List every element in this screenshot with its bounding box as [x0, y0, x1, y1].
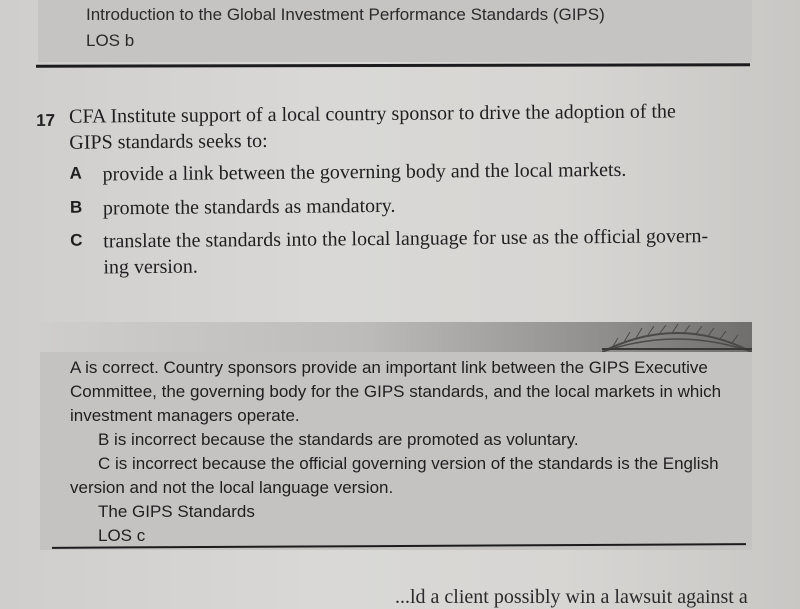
previous-reading-title: Introduction to the Global Investment Performance Standards (GIPS)	[86, 5, 605, 24]
question-stem	[69, 98, 749, 156]
option-letter: C	[70, 230, 83, 250]
option-c-explanation: C is incorrect because the official governing version of the standards is the English	[98, 454, 719, 473]
previous-los: LOS b	[86, 31, 135, 50]
answer-banner	[40, 322, 752, 352]
question-number: 17	[36, 110, 56, 130]
option-letter: A	[69, 163, 82, 183]
answer-line: investment managers operate.	[70, 406, 300, 425]
reading-reference: The GIPS Standards	[98, 502, 255, 521]
answer-line: Committee, the governing body for the GIPS standards, and the local markets in which	[70, 382, 722, 401]
option-c[interactable]	[70, 223, 760, 279]
option-letter: B	[69, 197, 83, 217]
option-text: promote the standards as mandatory.	[102, 194, 396, 220]
option-a[interactable]	[69, 156, 760, 186]
question-block	[36, 96, 756, 279]
bridge-banner-graphic	[602, 322, 752, 352]
next-question-fragment: ...ld a client possibly win a lawsuit against a	[395, 586, 748, 608]
los-reference: LOS c	[98, 526, 146, 545]
question-stem-line: CFA Institute support of a local country sponsor to drive the adoption of the	[69, 100, 676, 128]
option-text-line: ing version.	[103, 255, 198, 279]
previous-answer-panel	[38, 0, 752, 62]
answer-explanation	[70, 356, 740, 548]
answer-panel	[40, 322, 752, 550]
option-text	[103, 223, 753, 281]
option-c-explanation-cont: version and not the local language version.	[70, 478, 394, 497]
section-divider	[36, 63, 750, 67]
answer-line: A is correct. Country sponsors provide an important link between the GIPS Executive	[70, 358, 708, 377]
option-text-line: translate the standards into the local language for use as the official govern-	[103, 225, 709, 253]
option-text: provide a link between the governing body and the local markets.	[102, 158, 627, 186]
option-b[interactable]	[69, 190, 760, 220]
option-b-explanation: B is incorrect because the standards are promoted as voluntary.	[98, 430, 579, 449]
question-stem-line: GIPS standards seeks to:	[69, 129, 268, 154]
